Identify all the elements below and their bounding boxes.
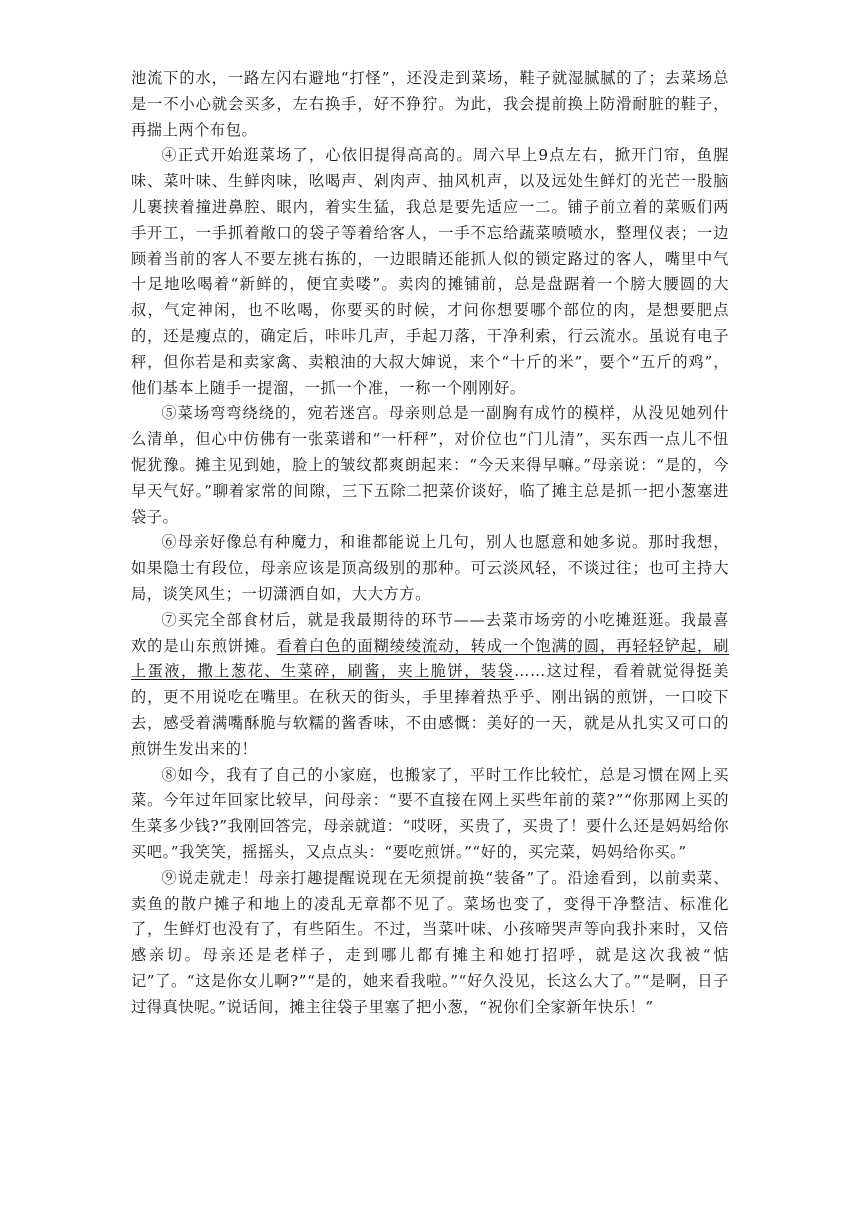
paragraph-5: ⑤菜场弯弯绕绕的，宛若迷宫。母亲则总是一副胸有成竹的模样，从没见她列什么清单，但心中仿佛有一张菜谱和“一杆秤”，对价位也“门儿清”，买东西一点儿不忸怩犹豫。摊主见到她，脸上的皱纹都爽朗起来：“今天来得早嘛。”母亲说：“是的，今早天气好。”聊着家常的间隙，三下五除二把菜价谈好，临了摊主总是抓一把小葱塞进袋子。: [131, 404, 729, 526]
underlined-sentence: 看着白色的面糊绫绫流动，转成一个饱满的圆，再轻轻铲起，刷上蛋液，撒上葱花、生菜碎，刷酱，夹上脆饼，装袋: [131, 636, 729, 681]
paragraph-4: ④正式开始逛菜场了，心依旧提得高高的。周六早上9点左右，掀开门帘，鱼腥味、菜叶味、生鲜肉味，吆喝声、剁肉声、抽风机声，以及远处生鲜灯的光芒一股脑儿裹挟着撞进鼻腔、眼内，着实生猛，我总是要先适应一二。铺子前立着的菜贩们两手开工，一手抓着敞口的袋子等着给客人，一手不忘给蔬菜喷喷水，整理仪表；一边顾着当前的客人不要左挑右拣的，一边眼睛还能抓人似的锁定路过的客人，嘴里中气十足地吆喝着“新鲜的，便宜卖喽”。卖肉的摊铺前，总是盘踞着一个膀大腰圆的大叔，气定神闲，也不吆喝，你要买的时候，才问你想要哪个部位的肉，是想要肥点的，还是瘦点的，确定后，咔咔几声，手起刀落，干净利索，行云流水。虽说有电子秤，但你若是和卖家禽、卖粮油的大叔大婶说，来个“十斤的米”，要个“五斤的鸡”，他们基本上随手一提溜，一抓一个准，一称一个刚刚好。: [131, 146, 729, 397]
article-body: [131, 66, 729, 1020]
paragraph-7: [131, 608, 729, 763]
paragraph-7-tail: ……这过程，看着就觉得挺美的，更不用说吃在嘴里。在秋天的街头，手里捧着热乎乎、刚出锅的煎饼，一口咬下去，感受着满嘴酥脆与软糯的酱香味，不由感慨：美好的一天，就是从扎实又可口的煎饼生发出来的！: [131, 662, 729, 758]
paragraph-8: ⑧如今，我有了自己的小家庭，也搬家了，平时工作比较忙，总是习惯在网上买菜。今年过年回家比较早，问母亲：“要不直接在网上买些年前的菜?”“你那网上买的生菜多少钱?”我刚回答完，母亲就道：“哎呀，买贵了，买贵了！要什么还是妈妈给你买吧。”我笑笑，摇摇头，又点点头：“要吃煎饼。”“好的，买完菜，妈妈给你买。”: [131, 765, 729, 861]
paragraph-7-lead: ⑦买完全部食材后，就是我最期待的环节——去菜市场旁的小吃摊逛逛。我最喜欢的是山东煎饼摊。: [131, 610, 729, 655]
paragraph-6: ⑥母亲好像总有种魔力，和谁都能说上几句，别人也愿意和她多说。那时我想，如果隐士有段位，母亲应该是顶高级别的那种。可云淡风轻，不谈过往；也可主持大局，谈笑风生；一切潇洒自如，大大方方。: [131, 533, 729, 603]
paragraph-9: ⑨说走就走！母亲打趣提醒说现在无须提前换“装备”了。沿途看到，以前卖菜、卖鱼的散户摊子和地上的凌乱无章都不见了。菜场也变了，变得干净整洁、标准化了，生鲜灯也没有了，有些陌生。不过，当菜叶味、小孩啼哭声等向我扑来时，又倍感亲切。母亲还是老样子，走到哪儿都有摊主和她打招呼，就是这次我被“惦记”了。“这是你女儿啊?”“是的，她来看我啦。”“好久没见，长这么大了。”“是啊，日子过得真快呢。”说话间，摊主往袋子里塞了把小葱，“祝你们全家新年快乐！”: [131, 868, 729, 1016]
paragraph-intro: 池流下的水，一路左闪右避地“打怪”，还没走到菜场，鞋子就湿腻腻的了；去菜场总是一不小心就会买多，左右换手，好不狰狞。为此，我会提前换上防滑耐脏的鞋子，再揣上两个布包。: [131, 69, 729, 139]
